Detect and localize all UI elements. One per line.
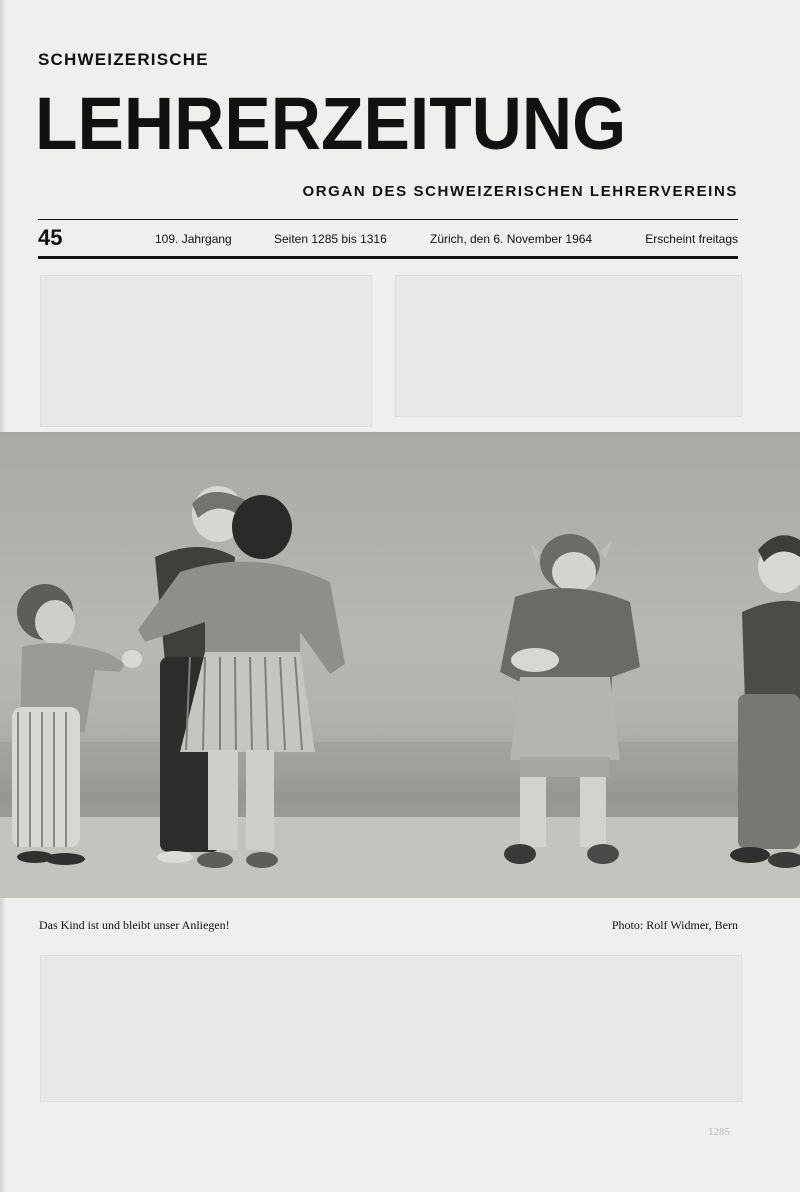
show-through-block-3: [40, 955, 742, 1102]
issue-bar: [38, 225, 738, 253]
show-through-block-1: [40, 275, 372, 427]
issue-volume: 109. Jahrgang: [155, 232, 232, 246]
cover-photo: [0, 432, 800, 898]
masthead-rule-thin: [38, 219, 738, 220]
show-through-block-2: [395, 275, 742, 417]
child-boy-right: [730, 535, 800, 868]
wall-band: [0, 742, 800, 817]
ground: [0, 817, 800, 898]
issue-number: 45: [38, 225, 63, 250]
photo-credit: Photo: Rolf Widmer, Bern: [611, 918, 738, 932]
issue-date: Zürich, den 6. November 1964: [430, 232, 593, 246]
issue-pages: Seiten 1285 bis 1316: [274, 232, 387, 246]
masthead-subtitle: ORGAN DES SCHWEIZERISCHEN LEHRERVEREINS: [302, 183, 738, 200]
issue-frequency: Erscheint freitags: [645, 232, 738, 246]
photo-caption: Das Kind ist und bleibt unser Anliegen!: [39, 918, 230, 932]
masthead-rule-thick: [38, 256, 738, 259]
page-number: 1285: [708, 1126, 730, 1138]
masthead-title: LEHRERZEITUNG: [35, 82, 627, 165]
masthead-kicker: SCHWEIZERISCHE: [38, 50, 209, 69]
